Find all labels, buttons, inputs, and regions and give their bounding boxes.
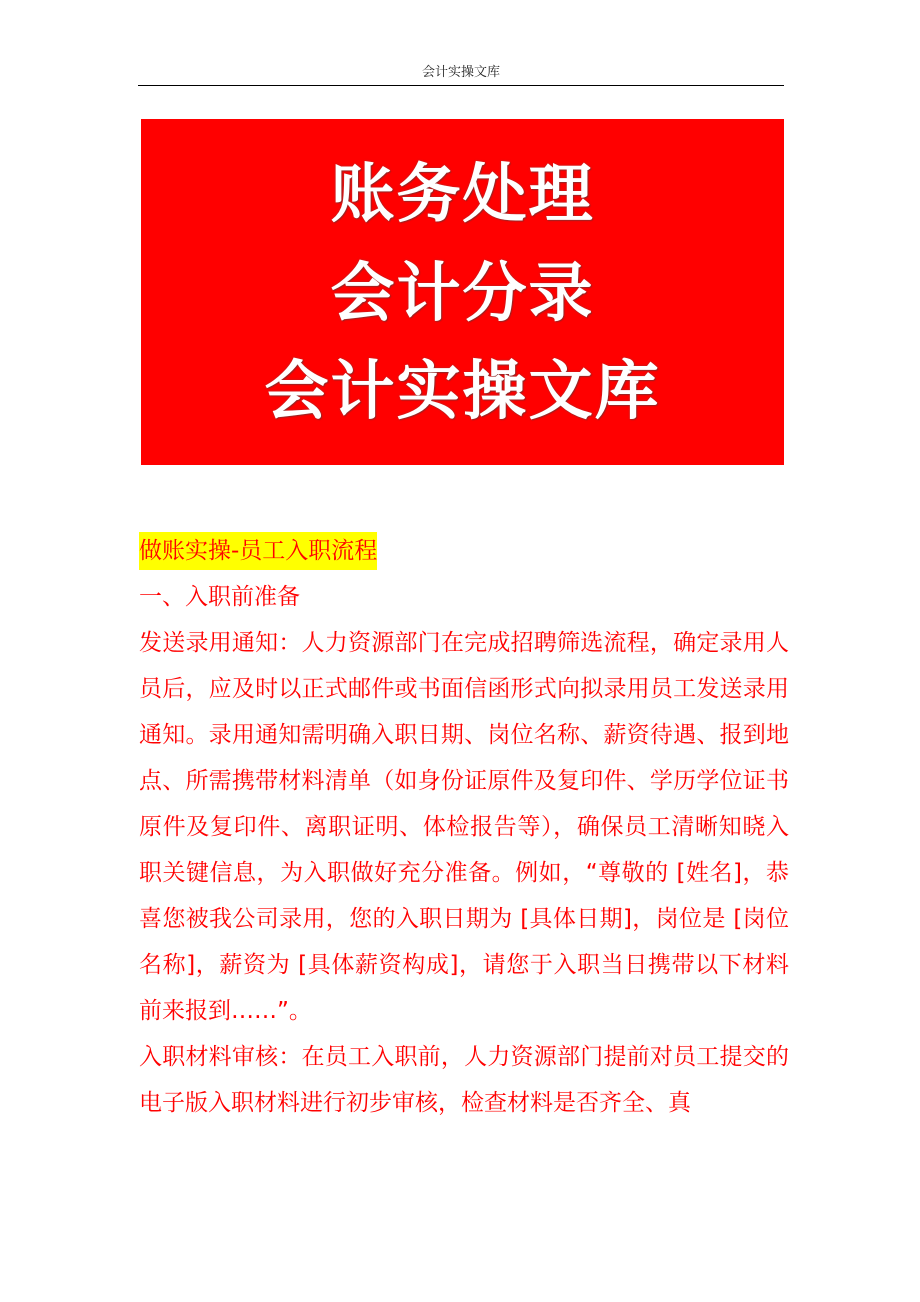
banner-line-3: 会计实操文库: [264, 355, 661, 429]
cover-banner: [141, 119, 784, 465]
page-header: 会计实操文库: [421, 65, 500, 80]
banner-line-2: 会计分录: [330, 257, 595, 331]
article-body: [139, 528, 789, 1126]
paragraph-offer-notice: 发送录用通知：人力资源部门在完成招聘筛选流程，确定录用人员后，应及时以正式邮件或书面信函形式向拟录用员工发送录用通知。录用通知需明确入职日期、岗位名称、薪资待遇、报到地点、所需携带材料清单（如身份证原件及复印件、学历学位证书原件及复印件、离职证明、体检报告等），确保员工清晰知晓入职关键信息，为入职做好充分准备。例如，“尊敬的 [姓名]，恭喜您被我公司录用，您的入职日期为 [具体日期]，岗位是 [岗位名称]，薪资为 [具体薪资构成]，请您于入职当日携带以下材料前来报到……”。: [139, 630, 789, 1024]
paragraph-material-review: 入职材料审核：在员工入职前，人力资源部门提前对员工提交的电子版入职材料进行初步审核，检查材料是否齐全、真: [139, 1044, 789, 1116]
document-title: 做账实操-员工入职流程: [139, 532, 377, 570]
banner-line-1: 账务处理: [330, 158, 595, 232]
header-divider: [138, 85, 784, 86]
section-heading: 一、入职前准备: [139, 584, 300, 610]
